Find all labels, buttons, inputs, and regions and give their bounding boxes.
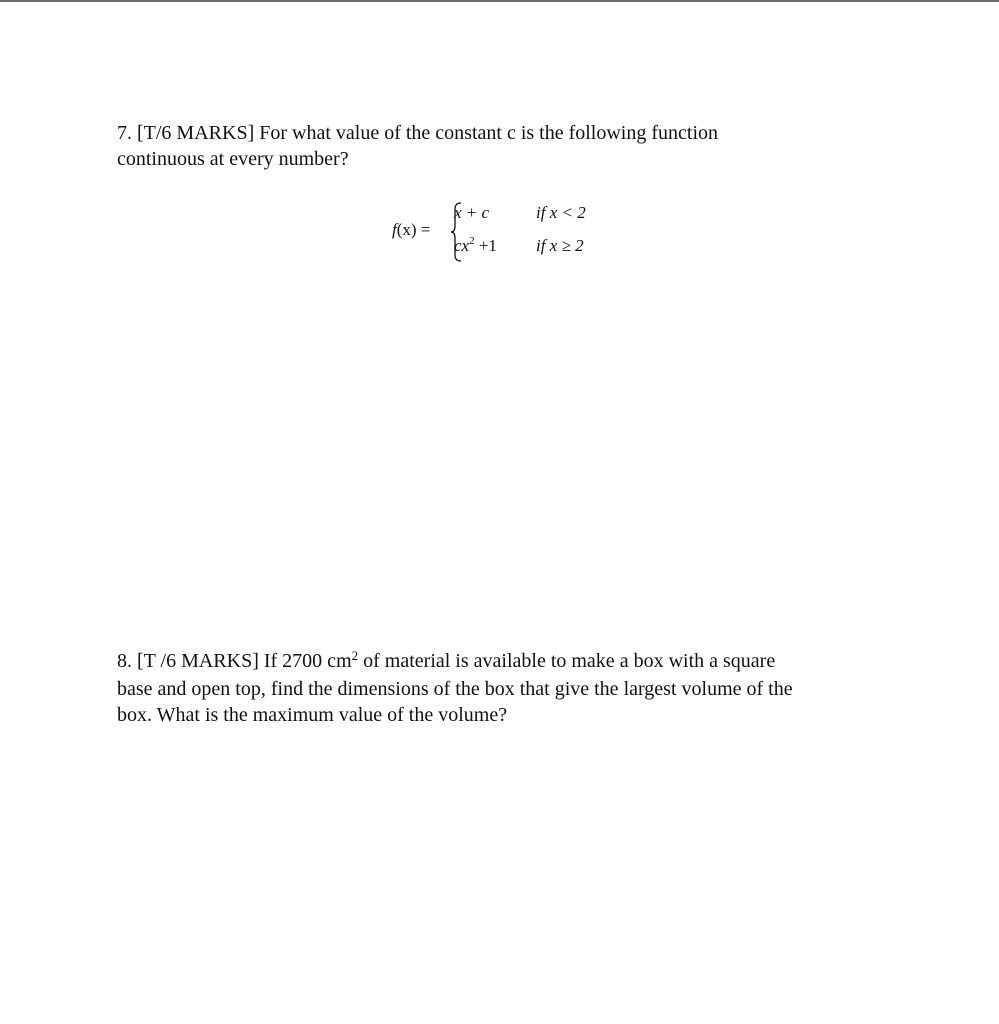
case-2-exponent: 2 xyxy=(469,235,475,247)
question-8-superscript: 2 xyxy=(351,648,359,663)
case-1-expression: x + c xyxy=(454,203,490,222)
question-8-line-3: box. What is the maximum value of the volume? xyxy=(117,704,508,726)
question-7 xyxy=(117,120,897,172)
piecewise-function-formula xyxy=(392,200,632,264)
question-8-line-1 xyxy=(117,648,897,676)
question-8-line-2: base and open top, find the dimensions of the box that give the largest volume of the xyxy=(117,678,793,700)
question-7-line-2: continuous at every number? xyxy=(117,148,349,170)
question-8-line-1-pre: 8. [T /6 MARKS] If 2700 cm xyxy=(117,650,352,672)
case-1-condition: if x < 2 xyxy=(536,203,586,222)
question-7-line-1: 7. [T/6 MARKS] For what value of the constant c is the following function xyxy=(117,122,719,144)
formula-lhs-rest: (x) = xyxy=(396,220,431,239)
case-2-condition: if x ≥ 2 xyxy=(536,236,584,255)
formula-lhs-f: f xyxy=(392,220,397,239)
question-8-line-1-post: of material is available to make a box with a square xyxy=(358,650,776,672)
question-8 xyxy=(117,648,897,728)
formula-lhs xyxy=(392,220,430,240)
case-2-expr-pre: cx xyxy=(454,236,470,255)
case-2-expression xyxy=(454,236,497,256)
case-2-expr-post: +1 xyxy=(474,236,497,255)
page-top-border xyxy=(0,0,999,2)
